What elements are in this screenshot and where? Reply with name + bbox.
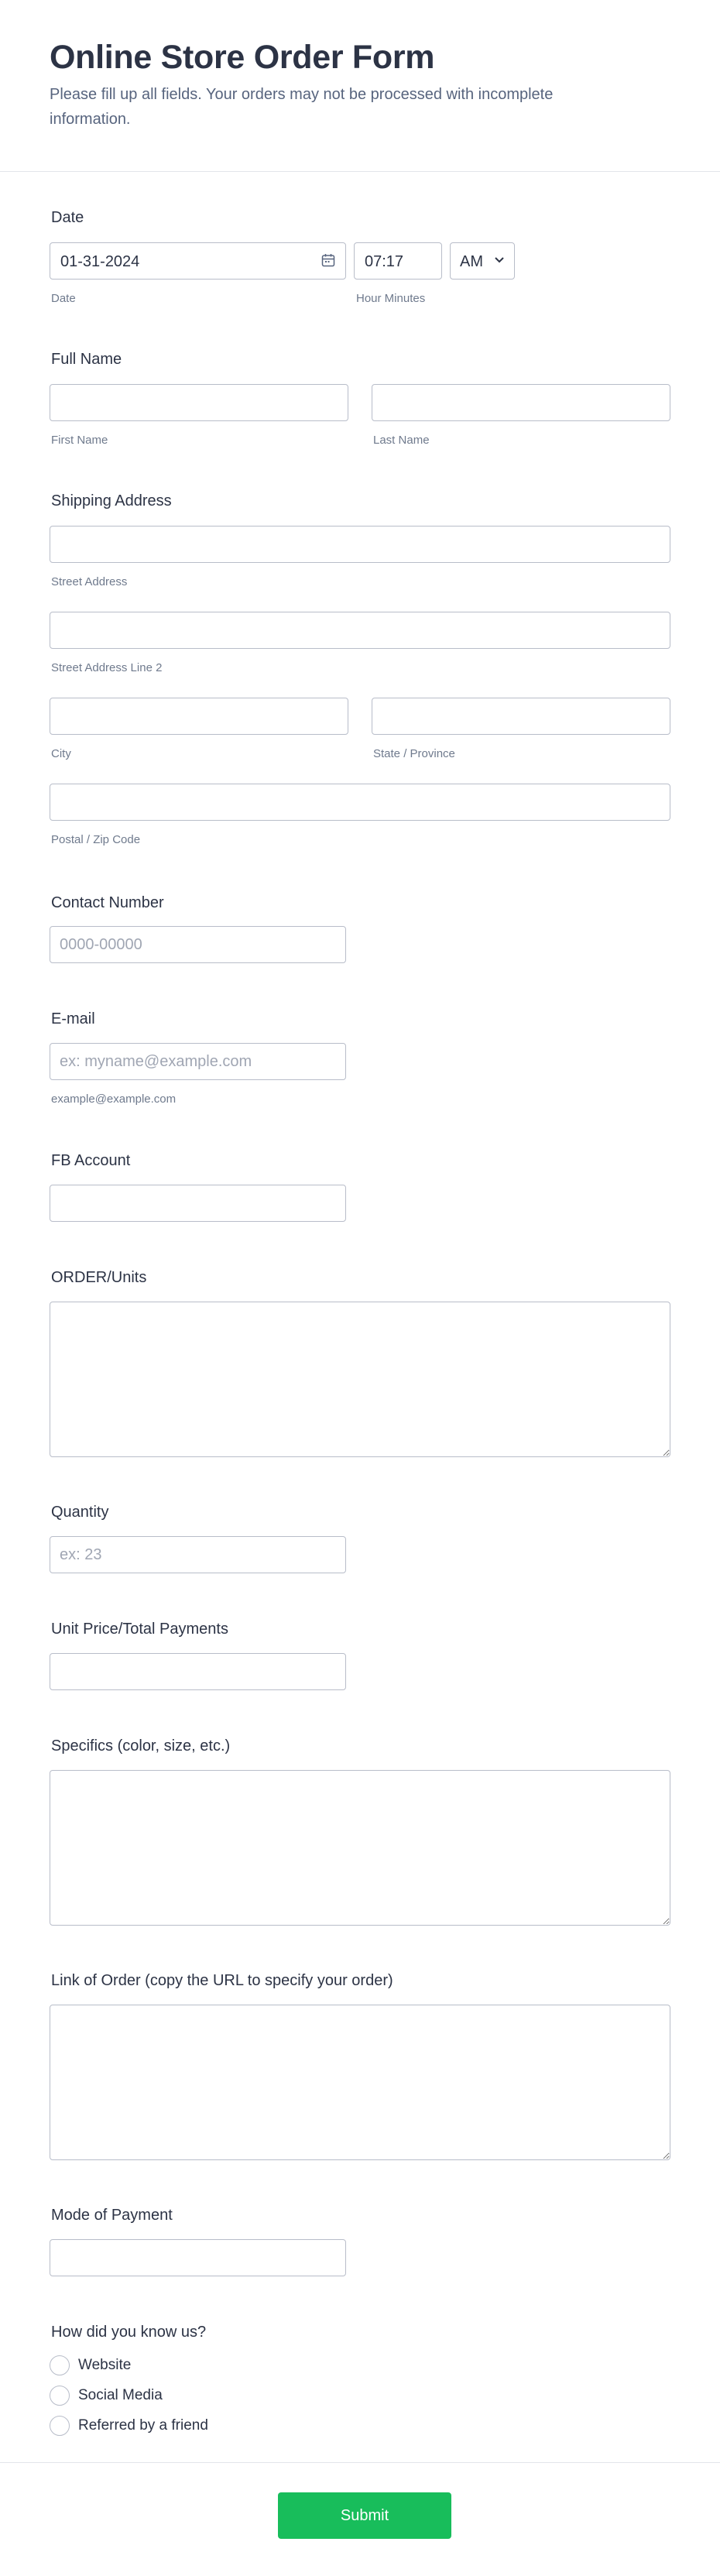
quantity-label: Quantity [51, 1504, 109, 1521]
time-value: 07:17 [365, 253, 404, 270]
order-units-label: ORDER/Units [51, 1269, 147, 1286]
link-of-order-textarea[interactable] [50, 2005, 670, 2160]
form-footer [0, 2462, 720, 2576]
full-name-label: Full Name [51, 351, 122, 368]
radio-button[interactable] [50, 2416, 70, 2436]
street-address-input[interactable] [50, 526, 670, 563]
contact-number-label: Contact Number [51, 894, 164, 911]
unit-price-input[interactable] [50, 1653, 346, 1690]
mode-of-payment-input[interactable] [50, 2239, 346, 2276]
contact-number-input[interactable] [50, 926, 346, 963]
time-input[interactable] [354, 242, 442, 280]
radio-label: Referred by a friend [78, 2417, 208, 2434]
first-name-input[interactable] [50, 384, 348, 421]
date-sublabel: Date [51, 292, 76, 305]
postal-code-sublabel: Postal / Zip Code [51, 833, 141, 846]
unit-price-label: Unit Price/Total Payments [51, 1621, 228, 1638]
city-input[interactable] [50, 698, 348, 735]
state-input[interactable] [372, 698, 670, 735]
chevron-down-icon [494, 256, 505, 264]
radio-label: Social Media [78, 2387, 163, 2403]
state-sublabel: State / Province [373, 747, 455, 760]
street-address-sublabel: Street Address [51, 575, 128, 588]
date-label: Date [51, 209, 84, 226]
fb-account-label: FB Account [51, 1152, 131, 1169]
date-input[interactable] [50, 242, 346, 280]
last-name-sublabel: Last Name [373, 434, 430, 447]
how-did-you-know-label: How did you know us? [51, 2324, 207, 2341]
submit-button[interactable]: Submit [278, 2492, 451, 2539]
time-sublabel: Hour Minutes [356, 292, 426, 305]
radio-button[interactable] [50, 2386, 70, 2406]
date-value: 01-31-2024 [60, 253, 140, 270]
radio-label: Website [78, 2357, 132, 2373]
quantity-input[interactable] [50, 1536, 346, 1573]
email-input[interactable] [50, 1043, 346, 1080]
form-title: Online Store Order Form [50, 39, 435, 76]
ampm-select[interactable] [450, 242, 515, 280]
link-of-order-label: Link of Order (copy the URL to specify your order) [51, 1972, 393, 1989]
email-label: E-mail [51, 1010, 95, 1027]
street-address-line2-sublabel: Street Address Line 2 [51, 661, 163, 674]
specifics-textarea[interactable] [50, 1770, 670, 1926]
mode-of-payment-label: Mode of Payment [51, 2207, 173, 2224]
shipping-address-label: Shipping Address [51, 492, 172, 509]
radio-button[interactable] [50, 2355, 70, 2375]
first-name-sublabel: First Name [51, 434, 108, 447]
postal-code-input[interactable] [50, 784, 670, 821]
form-subtitle: Please fill up all fields. Your orders may not be processed with incomplete information. [50, 86, 554, 128]
city-sublabel: City [51, 747, 71, 760]
specifics-label: Specifics (color, size, etc.) [51, 1737, 231, 1754]
ampm-value: AM [460, 253, 483, 270]
fb-account-input[interactable] [50, 1185, 346, 1222]
email-sublabel: example@example.com [51, 1092, 177, 1106]
street-address-line2-input[interactable] [50, 612, 670, 649]
calendar-icon[interactable] [321, 253, 335, 267]
form-header [0, 0, 720, 172]
order-units-textarea[interactable] [50, 1302, 670, 1457]
last-name-input[interactable] [372, 384, 670, 421]
